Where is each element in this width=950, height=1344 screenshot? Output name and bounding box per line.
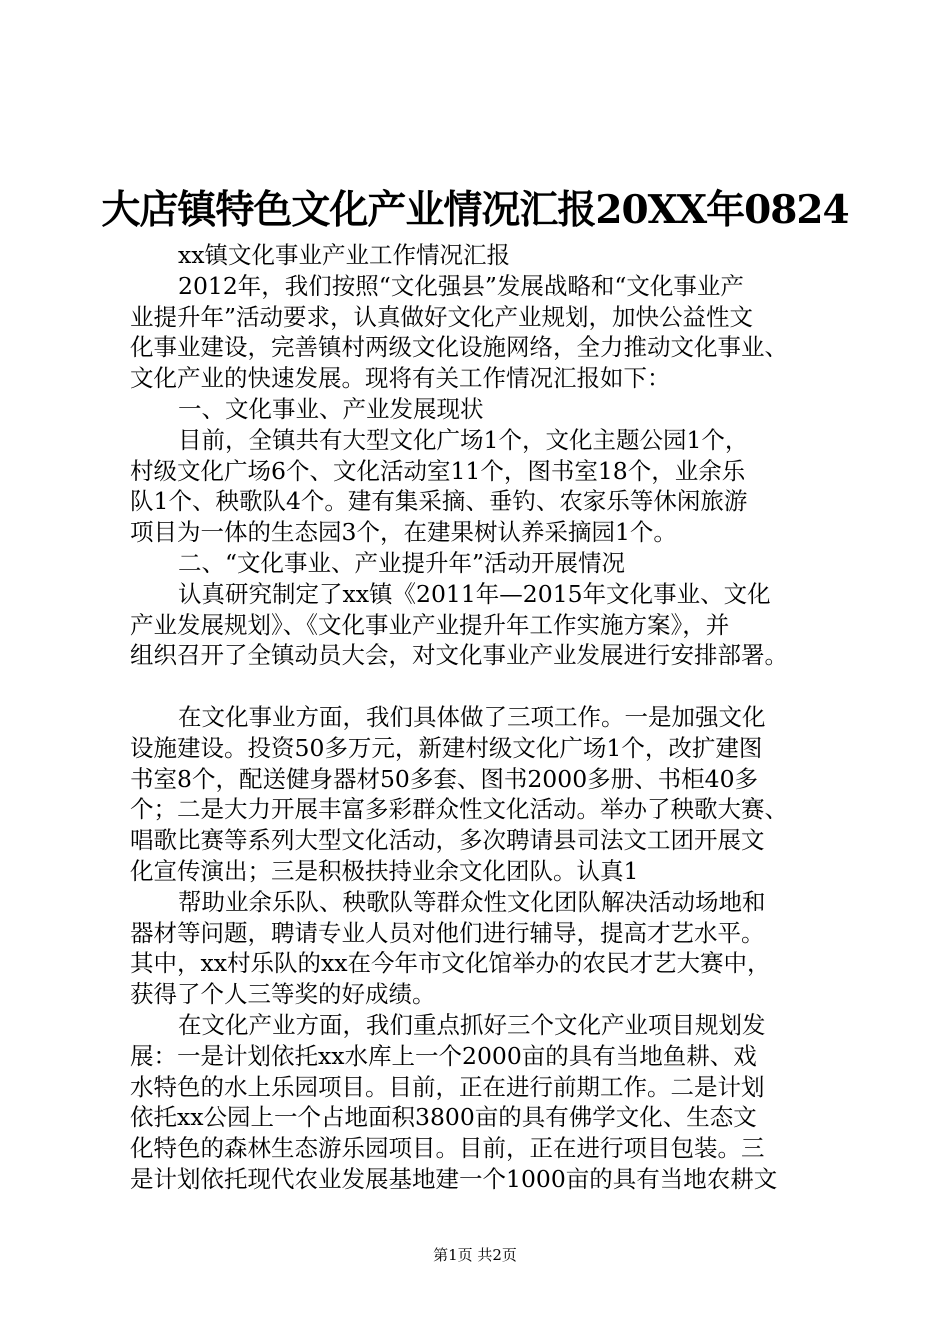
paragraph-gap xyxy=(130,671,830,702)
paragraph-line: 个；二是大力开展丰富多彩群众性文化活动。举办了秧歌大赛、 xyxy=(130,795,788,824)
paragraph-line: 展：一是计划依托xx水库上一个2000亩的具有当地鱼耕、戏 xyxy=(130,1041,757,1070)
subtitle-line: xx镇文化事业产业工作情况汇报 xyxy=(178,241,511,269)
section-heading: 二、“文化事业、产业提升年”活动开展情况 xyxy=(178,548,626,577)
paragraph-line: 在文化事业方面，我们具体做了三项工作。一是加强文化 xyxy=(178,702,766,731)
section-heading: 一、文化事业、产业发展现状 xyxy=(178,394,484,423)
paragraph-line: 项目为一体的生态园3个，在建果树认养采摘园1个。 xyxy=(130,518,677,547)
paragraph-line: 村级文化广场6个、文化活动室11个，图书室18个，业余乐 xyxy=(130,456,746,485)
document-body xyxy=(130,240,830,1195)
paragraph-line: 组织召开了全镇动员大会，对文化事业产业发展进行安排部署。 xyxy=(130,641,788,670)
paragraph-line: 队1个、秧歌队4个。建有集采摘、垂钓、农家乐等休闲旅游 xyxy=(130,487,748,516)
paragraph-line: 唱歌比赛等系列大型文化活动，多次聘请县司法文工团开展文 xyxy=(130,826,765,855)
document-title: 大店镇特色文化产业情况汇报20XX年0824 xyxy=(101,187,849,233)
paragraph-line: 产业发展规划》、《文化事业产业提升年工作实施方案》，并 xyxy=(130,610,730,639)
paragraph-line: 业提升年”活动要求，认真做好文化产业规划，加快公益性文 xyxy=(130,302,754,331)
paragraph-line: 是计划依托现代农业发展基地建一个1000亩的具有当地农耕文 xyxy=(130,1164,778,1193)
paragraph-line: 化宣传演出；三是积极扶持业余文化团队。认真1 xyxy=(130,856,639,885)
paragraph-line: 认真研究制定了xx镇《2011年—2015年文化事业、文化 xyxy=(178,579,771,608)
paragraph-line: 在文化产业方面，我们重点抓好三个文化产业项目规划发 xyxy=(178,1010,766,1039)
paragraph-line: 其中，xx村乐队的xx在今年市文化馆举办的农民才艺大赛中， xyxy=(130,949,771,978)
paragraph-line: 器材等问题，聘请专业人员对他们进行辅导，提高才艺水平。 xyxy=(130,918,765,947)
paragraph-line: 设施建设。投资50多万元，新建村级文化广场1个，改扩建图 xyxy=(130,733,763,762)
page-number-footer: 第1页 共2页 xyxy=(433,1246,517,1264)
paragraph-line: 化特色的森林生态游乐园项目。目前，正在进行项目包装。三 xyxy=(130,1134,765,1163)
paragraph-line: 获得了个人三等奖的好成绩。 xyxy=(130,980,436,1009)
paragraph-line: 2012年，我们按照“文化强县”发展战略和“文化事业产 xyxy=(178,271,744,300)
paragraph-line: 目前，全镇共有大型文化广场1个，文化主题公园1个， xyxy=(178,425,749,454)
paragraph-line: 水特色的水上乐园项目。目前，正在进行前期工作。二是计划 xyxy=(130,1072,765,1101)
paragraph-line: 帮助业余乐队、秧歌队等群众性文化团队解决活动场地和 xyxy=(178,887,766,916)
paragraph-line: 化事业建设，完善镇村两级文化设施网络，全力推动文化事业、 xyxy=(130,333,788,362)
paragraph-line: 文化产业的快速发展。现将有关工作情况汇报如下： xyxy=(130,364,671,393)
paragraph-line: 依托xx公园上一个占地面积3800亩的具有佛学文化、生态文 xyxy=(130,1103,757,1132)
paragraph-line: 书室8个，配送健身器材50多套、图书2000多册、书柜40多 xyxy=(130,764,759,793)
